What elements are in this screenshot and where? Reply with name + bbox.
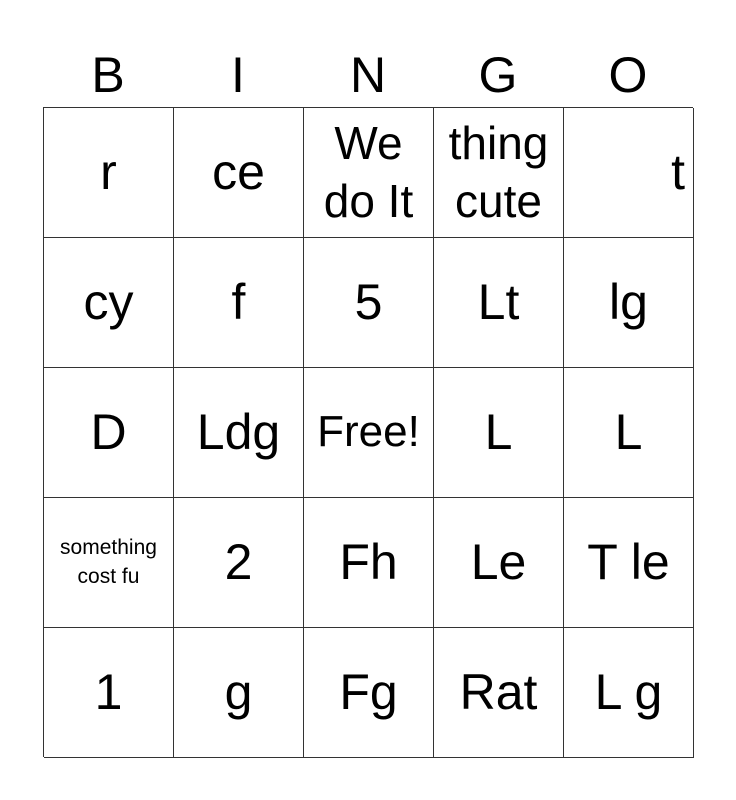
bingo-cell-r5c3[interactable]: Fg xyxy=(304,628,434,758)
bingo-cell-r3c5[interactable]: L xyxy=(564,368,694,498)
bingo-cell-r3c4[interactable]: L xyxy=(434,368,564,498)
bingo-cell-r3c2[interactable]: Ldg xyxy=(174,368,304,498)
bingo-cell-r4c4[interactable]: Le xyxy=(434,498,564,628)
bingo-cell-r1c3[interactable]: We do It xyxy=(304,108,434,238)
bingo-free-space[interactable]: Free! xyxy=(304,368,434,498)
header-letter-n: N xyxy=(349,47,387,103)
bingo-cell-r2c3[interactable]: 5 xyxy=(304,238,434,368)
bingo-cell-r5c5[interactable]: L g xyxy=(564,628,694,758)
header-letter-i: I xyxy=(231,47,245,103)
bingo-cell-r1c1[interactable]: r xyxy=(44,108,174,238)
bingo-header xyxy=(43,44,693,106)
bingo-cell-r5c4[interactable]: Rat xyxy=(434,628,564,758)
bingo-cell-r3c1[interactable]: D xyxy=(44,368,174,498)
bingo-cell-r2c1[interactable]: cy xyxy=(44,238,174,368)
bingo-cell-r4c5[interactable]: T le xyxy=(564,498,694,628)
header-letter-o: O xyxy=(608,47,648,103)
header-letter-b: B xyxy=(91,47,125,103)
bingo-cell-r2c5[interactable]: lg xyxy=(564,238,694,368)
bingo-cell-r4c1[interactable]: something cost fu xyxy=(44,498,174,628)
bingo-board xyxy=(43,107,693,757)
bingo-cell-r4c3[interactable]: Fh xyxy=(304,498,434,628)
bingo-cell-r5c2[interactable]: g xyxy=(174,628,304,758)
bingo-cell-r1c5[interactable]: t xyxy=(564,108,694,238)
bingo-cell-r1c2[interactable]: ce xyxy=(174,108,304,238)
bingo-cell-r1c4[interactable]: thing cute xyxy=(434,108,564,238)
bingo-cell-r2c4[interactable]: Lt xyxy=(434,238,564,368)
bingo-cell-r4c2[interactable]: 2 xyxy=(174,498,304,628)
header-letter-g: G xyxy=(478,47,518,103)
bingo-cell-r5c1[interactable]: 1 xyxy=(44,628,174,758)
bingo-cell-r2c2[interactable]: f xyxy=(174,238,304,368)
